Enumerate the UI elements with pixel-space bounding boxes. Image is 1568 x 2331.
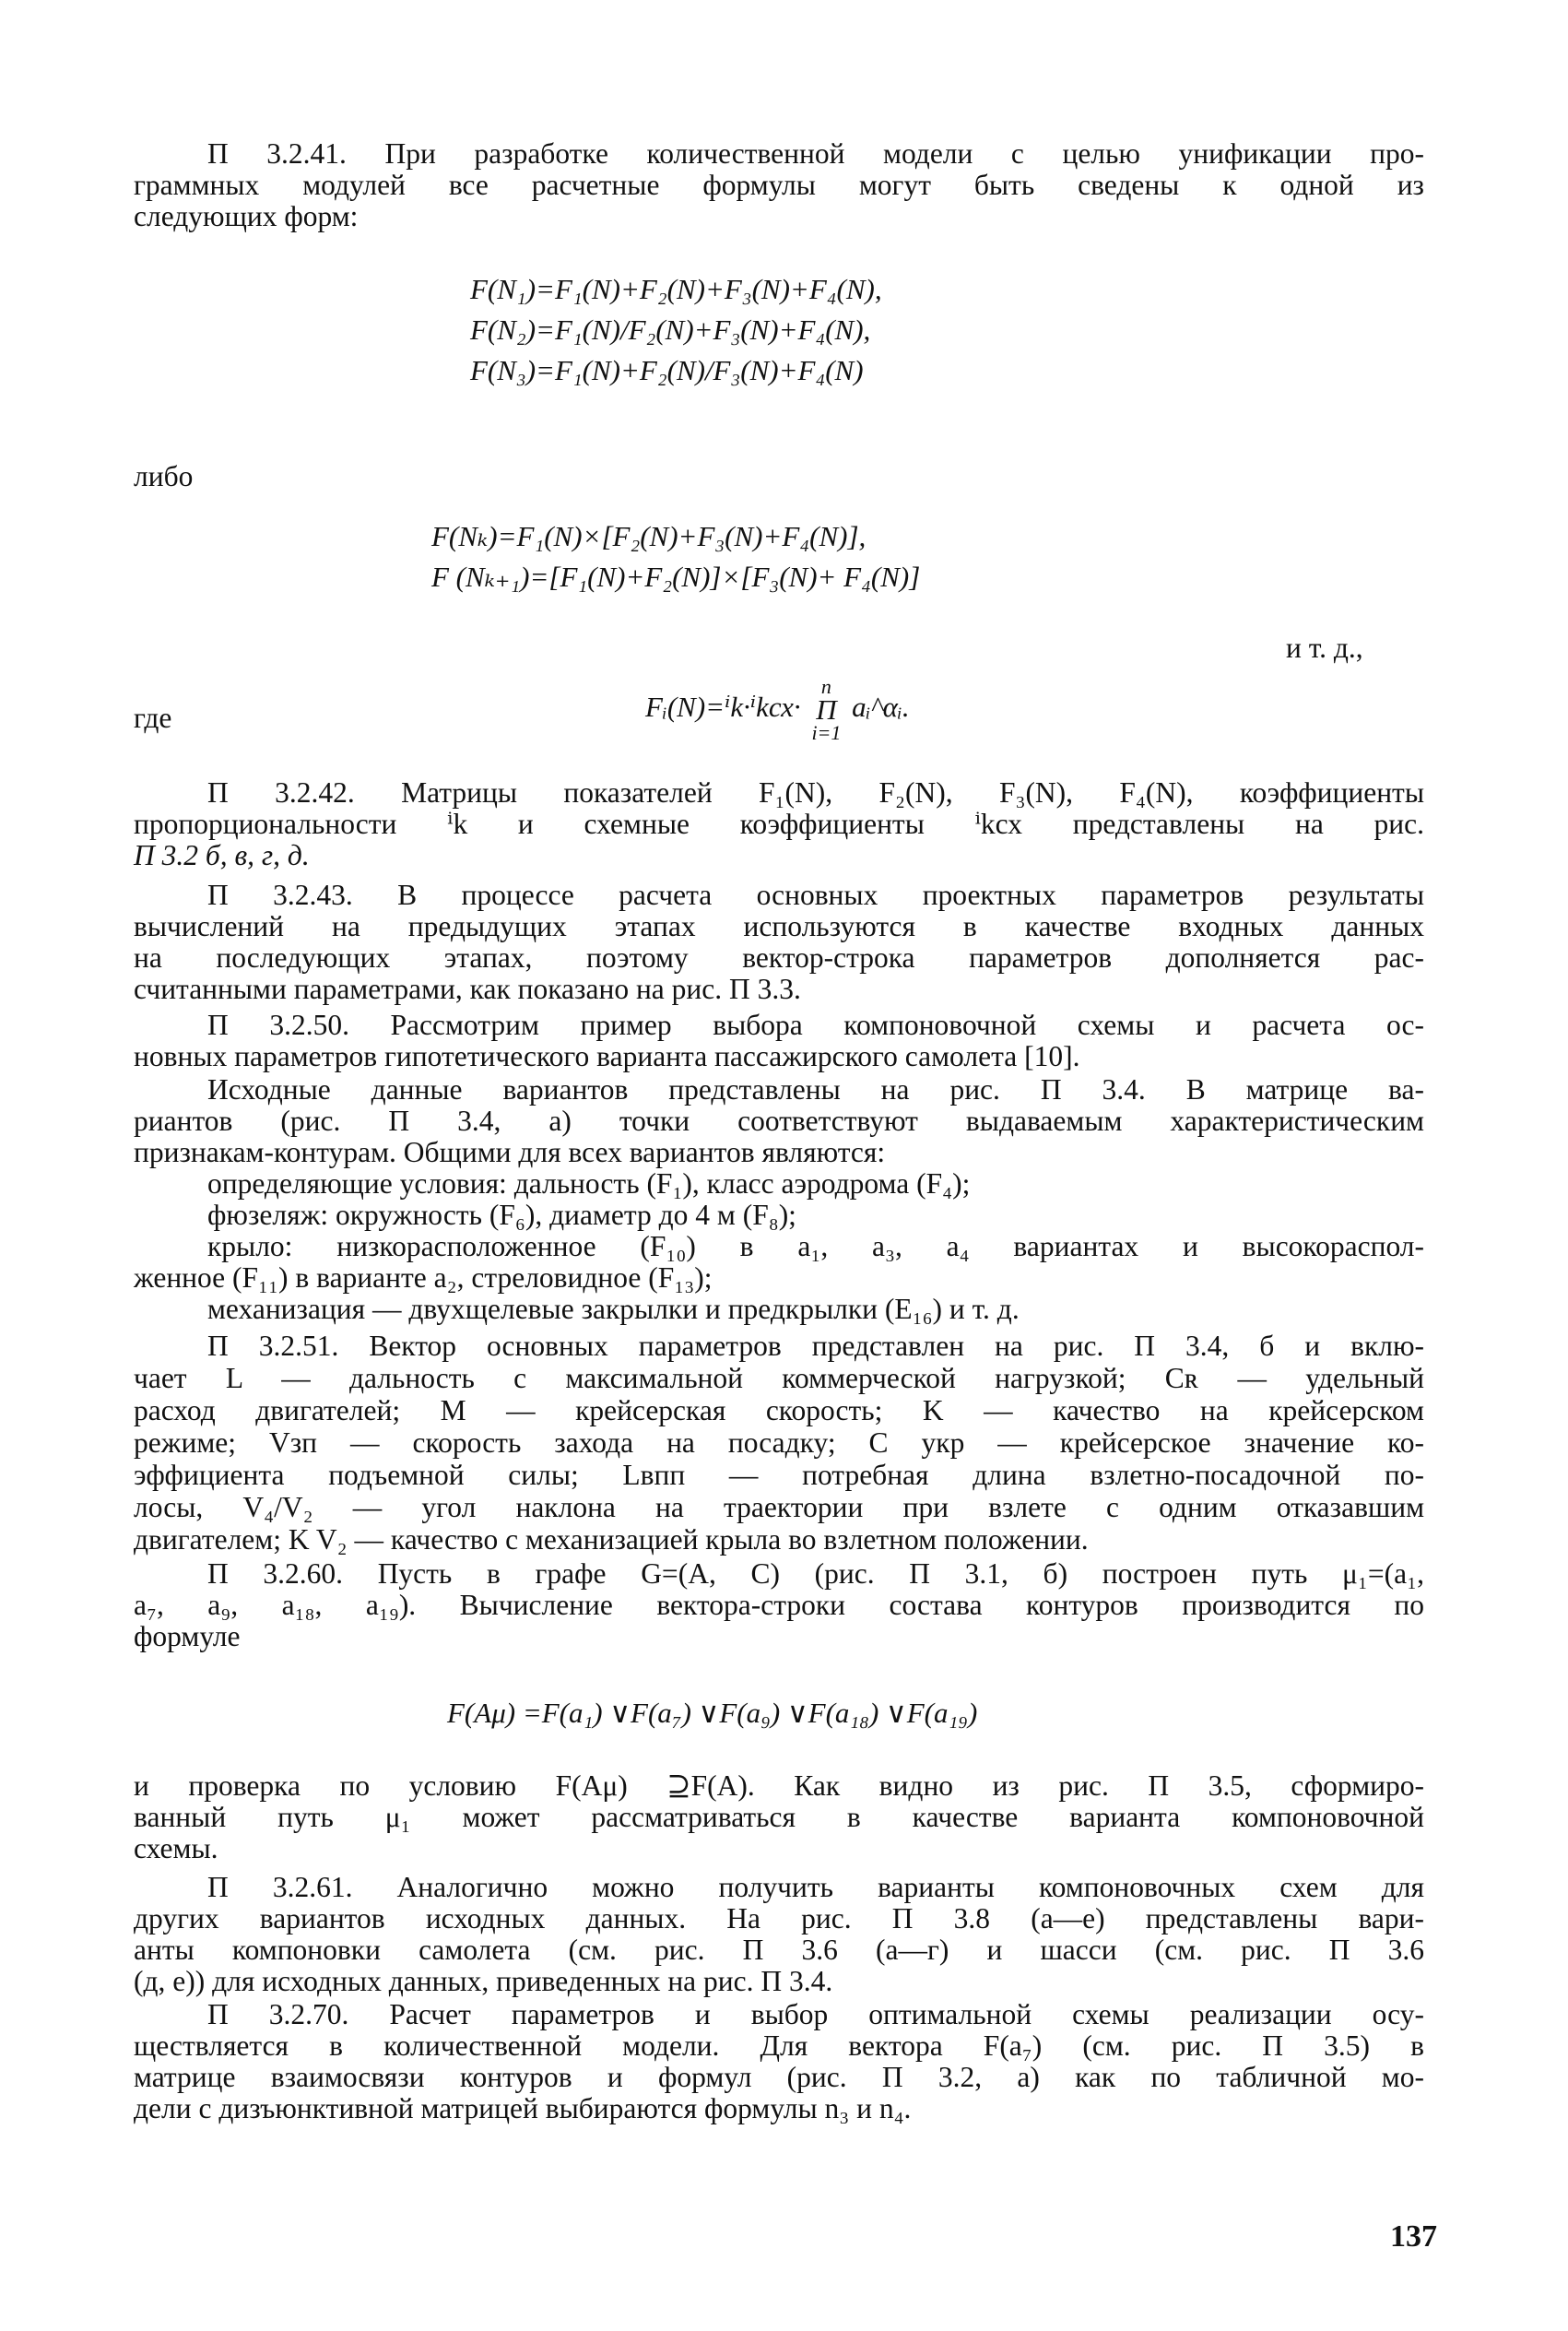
paragraph-p3270 — [134, 1999, 1424, 2124]
formula-lhs: Fᵢ(N)=ⁱk·ⁱkсх· — [645, 691, 801, 724]
text-line: вычислений на предыдущих этапах используются в качестве входных данных — [134, 910, 1424, 942]
text-line: П 3.2.42. Матрицы показателей F₁(N), F₂(N), F₃(N), F₄(N), коэффициенты — [207, 776, 1424, 809]
paragraph-p3261 — [134, 1872, 1424, 1997]
text-line: схемы. — [134, 1832, 218, 1864]
text-line: признакам-контурам. Общими для всех вариантов являются: — [134, 1136, 886, 1168]
text-line: П 3.2.50. Рассмотрим пример выбора компоновочной схемы и расчета ос- — [207, 1009, 1424, 1041]
formula-line: F(N₂)=F₁(N)/F₂(N)+F₃(N)+F₄(N), — [470, 314, 871, 346]
text-line: эффициента подъемной силы; Lвпп — потребная длина взлетно-посадочной по- — [134, 1459, 1424, 1491]
text-line: чает L — дальность с максимальной коммерческой нагрузкой; Cʀ — удельный — [134, 1362, 1424, 1394]
paragraph-p3243 — [134, 880, 1424, 1005]
text-line: новных параметров гипотетического варианта пассажирского самолета [10]. — [134, 1040, 1080, 1072]
paragraph-p3251 — [134, 1330, 1424, 1556]
text-line: пропорциональности ⁱk и схемные коэффициенты ⁱkсх представлены на рис. — [134, 808, 1424, 840]
text-line: П 3.2.60. Пусть в графе G=(A, C) (рис. П 3.1, б) построен путь μ₁=(a₁, — [207, 1557, 1424, 1590]
text-line: матрице взаимосвязи контуров и формул (рис. П 3.2, а) как по табличной мо- — [134, 2061, 1424, 2093]
text-line: определяющие условия: дальность (F₁), класс аэродрома (F₄); — [207, 1167, 971, 1200]
text-line: риантов (рис. П 3.4, а) точки соответствуют выдаваемым характеристическим — [134, 1105, 1424, 1137]
product-lower: i=1 — [811, 721, 842, 744]
word-libo: либо — [134, 460, 194, 492]
formula-line: F (Nₖ₊₁)=[F₁(N)+F₂(N)]×[F₃(N)+ F₄(N)] — [431, 561, 921, 593]
text-line: женное (F₁₁) в варианте a₂, стреловидное (F₁₃); — [134, 1261, 713, 1294]
product-upper: n — [820, 675, 831, 698]
text-line: П 3.2.41. При разработке количественной модели с целью унификации про- — [207, 137, 1424, 170]
text-line: граммных модулей все расчетные формулы могут быть сведены к одной из — [134, 169, 1424, 201]
product-symbol: П — [816, 693, 837, 726]
paragraph-p3250 — [134, 1010, 1424, 1072]
formula-group-2 — [431, 516, 920, 598]
text-line: дели с дизъюнктивной матрицей выбираются формулы n₃ и n₄. — [134, 2092, 912, 2124]
product-operator — [811, 675, 842, 744]
formula-product — [645, 675, 910, 744]
text-line: считанными параметрами, как показано на рис. П 3.3. — [134, 973, 801, 1005]
text-line: двигателем; K V₂ — качество с механизацией крыла во взлетном положении. — [134, 1523, 1089, 1556]
formula-path-vector: F(Aμ) =F(a₁) ∨F(a₇) ∨F(a₉) ∨F(a₁₈) ∨F(a₁₉) — [447, 1697, 978, 1729]
paragraph-p3241 — [134, 138, 1424, 232]
text-line: (д, е)) для исходных данных, приведенных на рис. П 3.4. — [134, 1965, 833, 1997]
text-line: и проверка по условию F(Aμ) ⊇F(A). Как видно из рис. П 3.5, сформиро- — [134, 1769, 1424, 1802]
text-line: Исходные данные вариантов представлены на рис. П 3.4. В матрице ва- — [207, 1073, 1424, 1106]
paragraph-p3260 — [134, 1558, 1424, 1652]
formula-line: F(Nₖ)=F₁(N)×[F₂(N)+F₃(N)+F₄(N)], — [431, 520, 867, 552]
formula-group-1 — [470, 269, 882, 391]
text-line: П 3.2 б, в, г, д. — [134, 839, 310, 871]
text-line: крыло: низкорасположенное (F₁₀) в a₁, a₃, a₄ вариантах и высокораспол- — [207, 1230, 1424, 1262]
formula-rhs: aᵢ^αᵢ. — [852, 691, 910, 724]
text-line: лосы, V₄/V₂ — угол наклона на траектории при взлете с одним отказавшим — [134, 1491, 1424, 1523]
text-line: ванный путь μ₁ может рассматриваться в качестве варианта компоновочной — [134, 1801, 1424, 1833]
page-number: 137 — [1390, 2219, 1437, 2254]
paragraph-p3260-cont — [134, 1770, 1424, 1864]
formula-line: F(N₁)=F₁(N)+F₂(N)+F₃(N)+F₄(N), — [470, 273, 882, 305]
paragraph-ishodnye — [134, 1074, 1424, 1325]
text-line: П 3.2.51. Вектор основных параметров представлен на рис. П 3.4, б и вклю- — [207, 1330, 1424, 1362]
text-line: расход двигателей; M — крейсерская скорость; K — качество на крейсерском — [134, 1394, 1424, 1426]
text-line: следующих форм: — [134, 200, 359, 232]
text-line: анты компоновки самолета (см. рис. П 3.6 (а—г) и шасси (см. рис. П 3.6 — [134, 1934, 1424, 1966]
text-line: механизация — двухщелевые закрылки и предкрылки (E₁₆) и т. д. — [207, 1293, 1020, 1325]
paragraph-p3242 — [134, 777, 1424, 871]
text-line: a₇, a₉, a₁₈, a₁₉). Вычисление вектора-строки состава контуров производится по — [134, 1589, 1424, 1621]
text-line: на последующих этапах, поэтому вектор-строка параметров дополняется рас- — [134, 941, 1424, 974]
text-line: П 3.2.61. Аналогично можно получить варианты компоновочных схем для — [207, 1871, 1424, 1903]
text-line: П 3.2.70. Расчет параметров и выбор оптимальной схемы реализации осу- — [207, 1998, 1424, 2030]
text-line: формуле — [134, 1620, 241, 1652]
text-line: режиме; Vзп — скорость захода на посадку; C yкр — крейсерское значение ко- — [134, 1426, 1424, 1459]
word-itd: и т. д., — [1286, 632, 1363, 664]
text-line: других вариантов исходных данных. На рис. П 3.8 (а—е) представлены вари- — [134, 1902, 1424, 1935]
text-line: П 3.2.43. В процессе расчета основных проектных параметров результаты — [207, 879, 1424, 911]
formula-line: F(N₃)=F₁(N)+F₂(N)/F₃(N)+F₄(N) — [470, 354, 864, 386]
word-gde: где — [134, 702, 172, 734]
text-line: фюзеляж: окружность (F₆), диаметр до 4 м (F₈); — [207, 1199, 796, 1231]
text-line: ществляется в количественной модели. Для вектора F(a₇) (см. рис. П 3.5) в — [134, 2029, 1424, 2062]
